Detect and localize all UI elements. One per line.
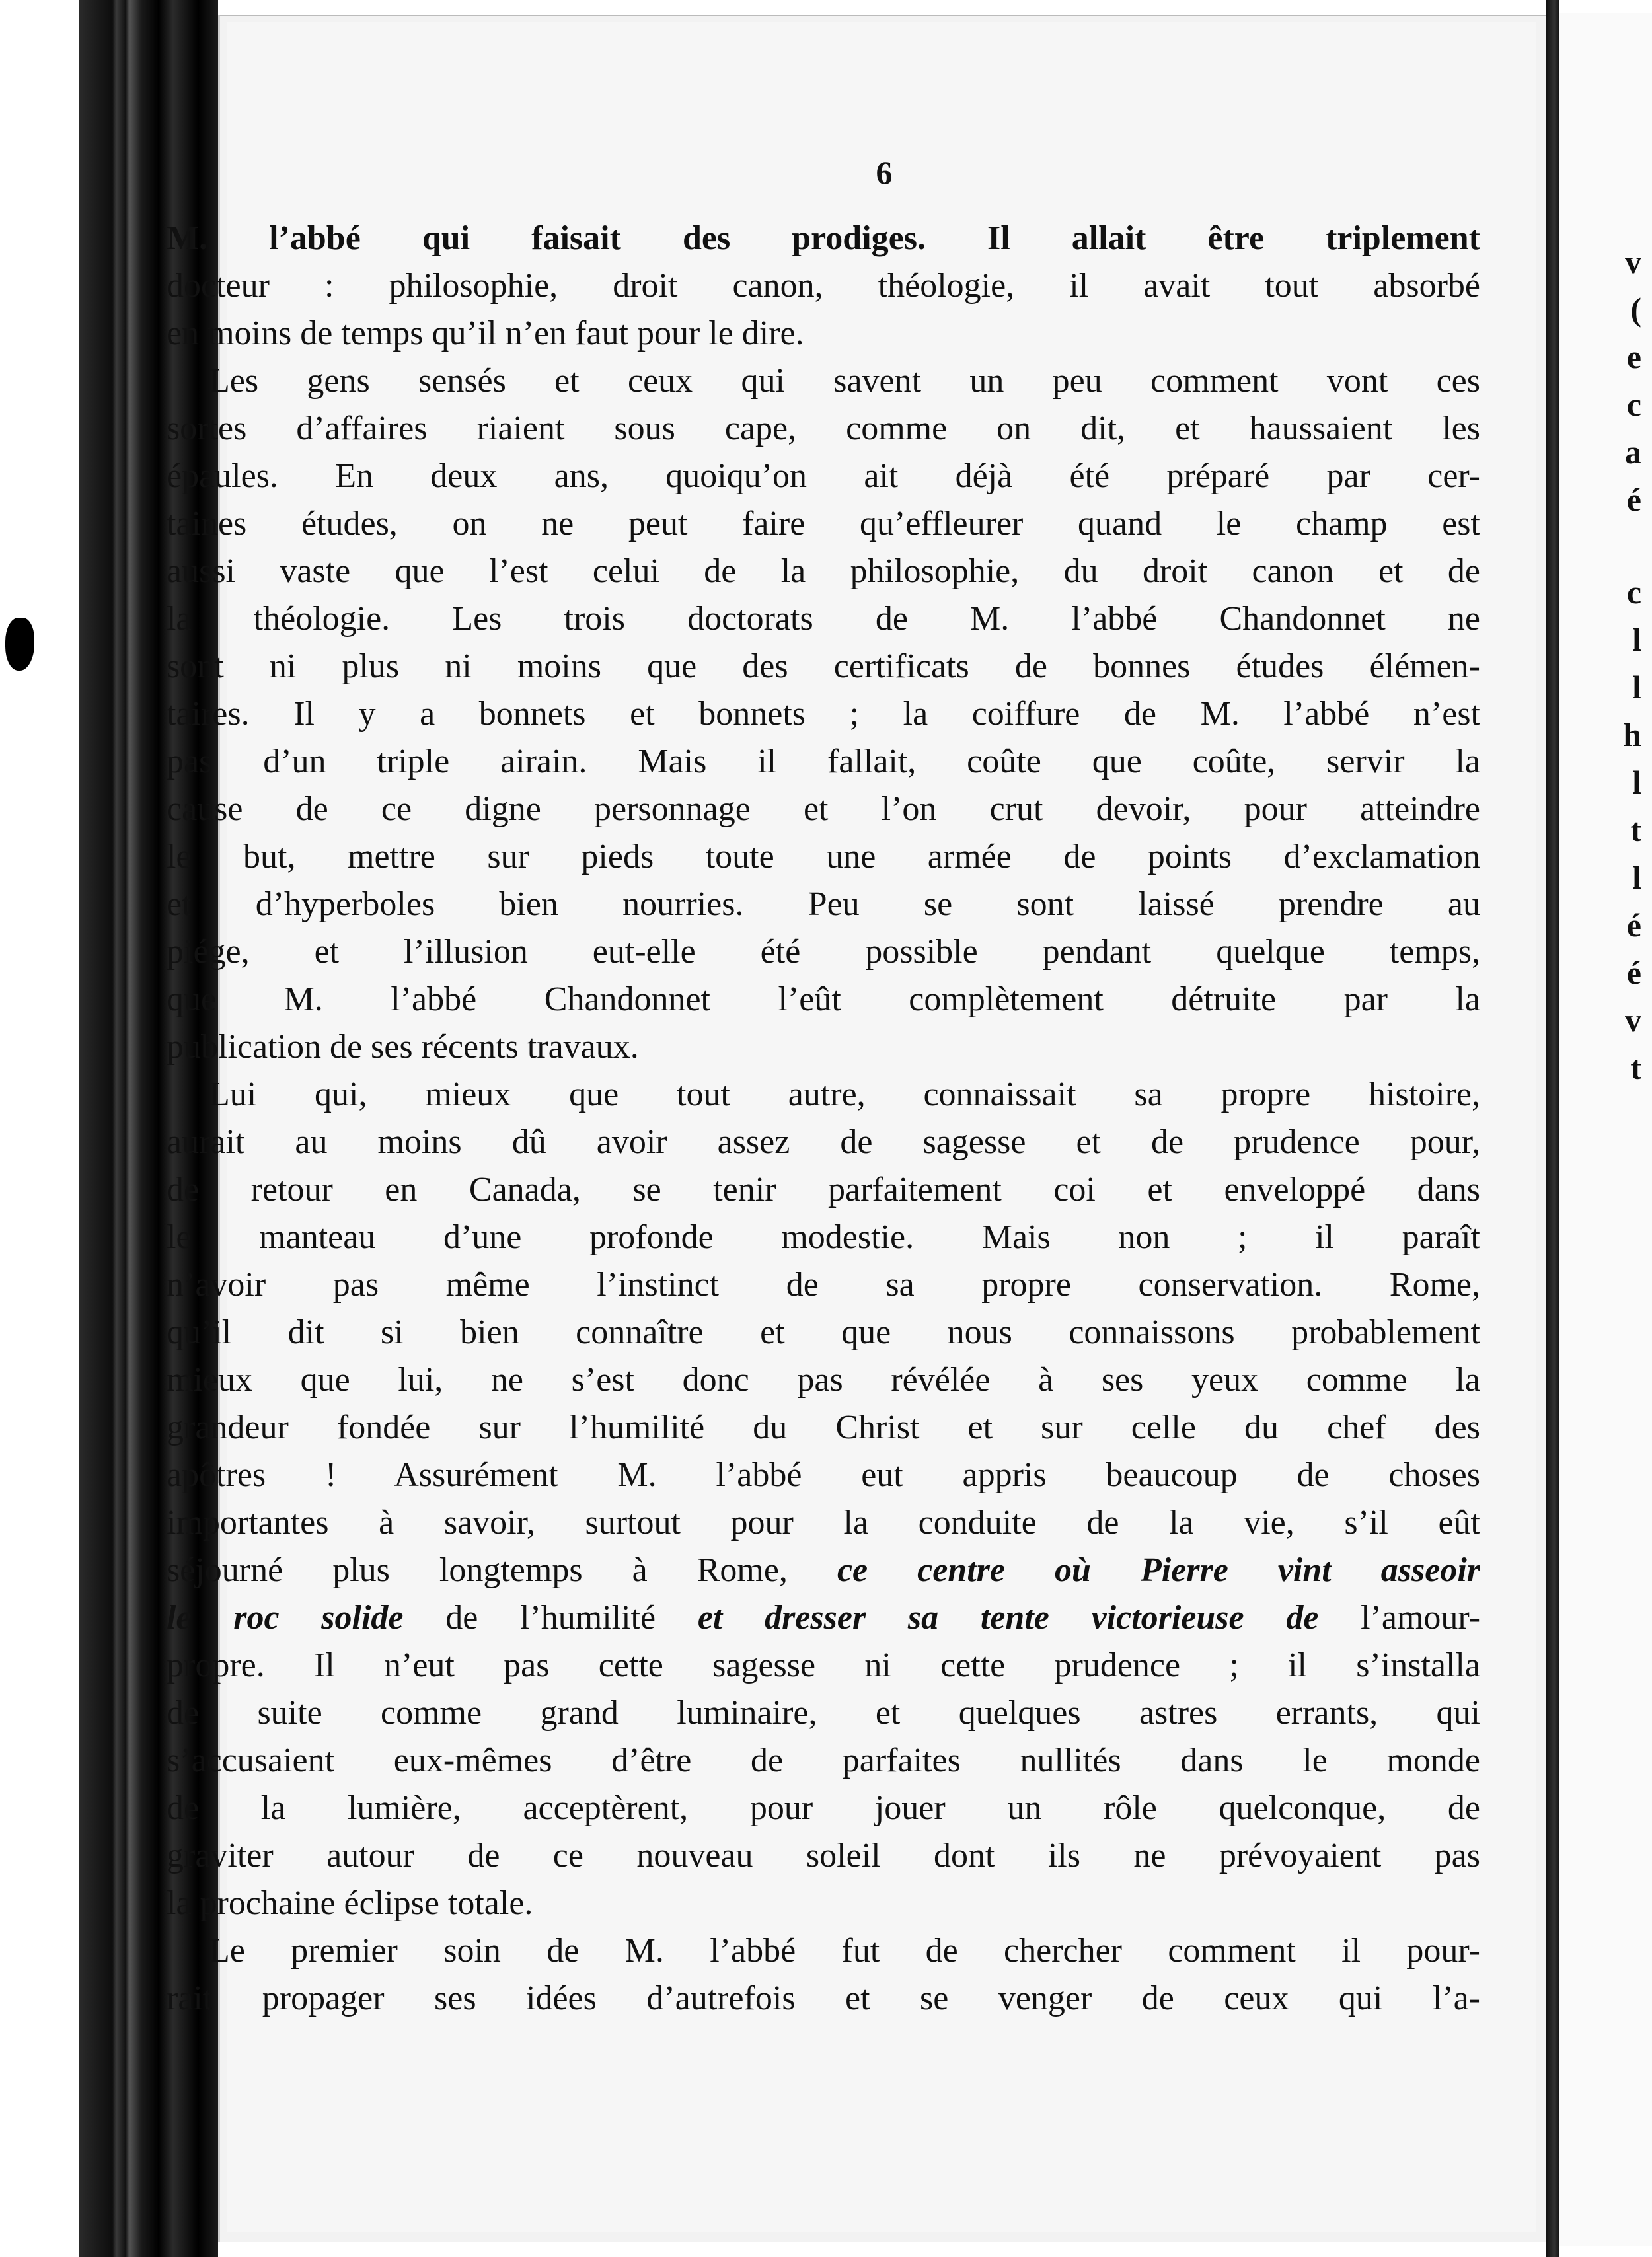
italic-segment: et dresser sa tente victorieuse de bbox=[697, 1599, 1319, 1637]
text-line: le manteau d’une profonde modestie. Mais non ; il paraît bbox=[167, 1218, 1480, 1256]
text-line: s’accusaient eux-mêmes d’être de parfaites nullités dans le monde bbox=[167, 1742, 1480, 1779]
text-line: en moins de temps qu’il n’en faut pour le dire. bbox=[167, 314, 804, 352]
italic-segment: le roc solide bbox=[167, 1599, 404, 1637]
text-segment: l’amour- bbox=[1361, 1599, 1480, 1637]
text-line: importantes à savoir, surtout pour la conduite de la vie, s’il eût bbox=[167, 1504, 1480, 1541]
text-line: aussi vaste que l’est celui de la philosophie, du droit canon et de bbox=[167, 552, 1480, 590]
neighbor-fragment: a bbox=[1625, 433, 1641, 470]
text-line bbox=[167, 1547, 1480, 1594]
text-line: mieux que lui, ne s’est donc pas révélée à ses yeux comme la bbox=[167, 1361, 1480, 1399]
neighbor-fragment: l bbox=[1632, 859, 1641, 896]
text-line: docteur : philosophie, droit canon, théologie, il avait tout absorbé bbox=[167, 267, 1480, 305]
text-line: sont ni plus ni moins que des certificats de bonnes études élémen- bbox=[167, 648, 1480, 685]
text-line: cause de ce digne personnage et l’on crut devoir, pour atteindre bbox=[167, 790, 1480, 828]
text-line: aurait au moins dû avoir assez de sagesse et de prudence pour, bbox=[167, 1123, 1480, 1161]
text-line: pas d’un triple airain. Mais il fallait, coûte que coûte, servir la bbox=[167, 743, 1480, 780]
text-line: de retour en Canada, se tenir parfaitement coi et enveloppé dans bbox=[167, 1171, 1480, 1208]
neighbor-fragment: h bbox=[1623, 716, 1641, 753]
text-line: que M. l’abbé Chandonnet l’eût complètement détruite par la bbox=[167, 980, 1480, 1018]
text-line: apôtres ! Assurément M. l’abbé eut appris beaucoup de choses bbox=[167, 1456, 1480, 1494]
neighbor-fragment: c bbox=[1626, 386, 1641, 423]
text-line: taires. Il y a bonnets et bonnets ; la coiffure de M. l’abbé n’est bbox=[167, 695, 1480, 733]
edge-ink-mark bbox=[5, 618, 34, 671]
text-line: rait propager ses idées d’autrefois et se venger de ceux qui l’a- bbox=[167, 1980, 1480, 2017]
text-line: de suite comme grand luminaire, et quelques astres errants, qui bbox=[167, 1694, 1480, 1732]
text-line: M. l’abbé qui faisait des prodiges. Il allait être triplement bbox=[167, 219, 1480, 257]
neighbor-fragment: l bbox=[1632, 621, 1641, 658]
text-line: taines études, on ne peut faire qu’effleurer quand le champ est bbox=[167, 505, 1480, 542]
text-line: et d’hyperboles bien nourries. Peu se sont laissé prendre au bbox=[167, 885, 1480, 923]
neighbor-fragment: é bbox=[1626, 954, 1641, 991]
text-line bbox=[167, 1594, 1480, 1642]
text-line: épaules. En deux ans, quoiqu’on ait déjà été préparé par cer- bbox=[167, 457, 1480, 495]
text-line: sortes d’affaires riaient sous cape, comme on dit, et haussaient les bbox=[167, 410, 1480, 447]
neighbor-fragment: é bbox=[1626, 906, 1641, 944]
text-line: n’avoir pas même l’instinct de sa propre conservation. Rome, bbox=[167, 1266, 1480, 1304]
text-line: publication de ses récents travaux. bbox=[167, 1028, 639, 1066]
text-line: Le premier soin de M. l’abbé fut de chercher comment il pour- bbox=[209, 1932, 1480, 1970]
text-line: la prochaine éclipse totale. bbox=[167, 1884, 533, 1922]
text-line: Les gens sensés et ceux qui savent un peu comment vont ces bbox=[209, 362, 1480, 400]
text-line: la théologie. Les trois doctorats de M. l’abbé Chandonnet ne bbox=[167, 600, 1480, 638]
neighbor-fragment: l bbox=[1632, 764, 1641, 801]
neighbor-fragment: t bbox=[1630, 811, 1641, 848]
page-body-text bbox=[167, 215, 1480, 2022]
text-segment: de l’humilité bbox=[445, 1599, 656, 1637]
text-segment: séjourné plus longtemps à Rome, bbox=[167, 1551, 788, 1589]
page-number: 6 bbox=[876, 154, 893, 191]
neighbor-fragment: é bbox=[1626, 481, 1641, 518]
neighbor-fragment: ( bbox=[1630, 291, 1641, 328]
text-line: grandeur fondée sur l’humilité du Christ et sur celle du chef des bbox=[167, 1409, 1480, 1446]
text-line: graviter autour de ce nouveau soleil dont ils ne prévoyaient pas bbox=[167, 1837, 1480, 1874]
text-line: piége, et l’illusion eut-elle été possible pendant quelque temps, bbox=[167, 933, 1480, 971]
text-line: propre. Il n’eut pas cette sagesse ni cette prudence ; il s’installa bbox=[167, 1646, 1480, 1684]
neighbor-fragment: c bbox=[1626, 574, 1641, 610]
neighbor-fragment: v bbox=[1625, 1002, 1641, 1039]
neighbor-page bbox=[1559, 13, 1652, 2246]
neighbor-fragment: e bbox=[1626, 338, 1641, 375]
neighbor-fragment: l bbox=[1632, 669, 1641, 706]
text-line: Lui qui, mieux que tout autre, connaissait sa propre histoire, bbox=[209, 1076, 1480, 1113]
text-line: qu’il dit si bien connaître et que nous connaissons probablement bbox=[167, 1314, 1480, 1351]
text-line: de la lumière, acceptèrent, pour jouer un rôle quelconque, de bbox=[167, 1789, 1480, 1827]
neighbor-fragment: t bbox=[1630, 1049, 1641, 1086]
italic-segment: ce centre où Pierre vint asseoir bbox=[837, 1551, 1480, 1589]
page-gutter bbox=[1546, 0, 1559, 2257]
text-line: le but, mettre sur pieds toute une armée de points d’exclamation bbox=[167, 838, 1480, 875]
neighbor-fragment: v bbox=[1625, 243, 1641, 280]
